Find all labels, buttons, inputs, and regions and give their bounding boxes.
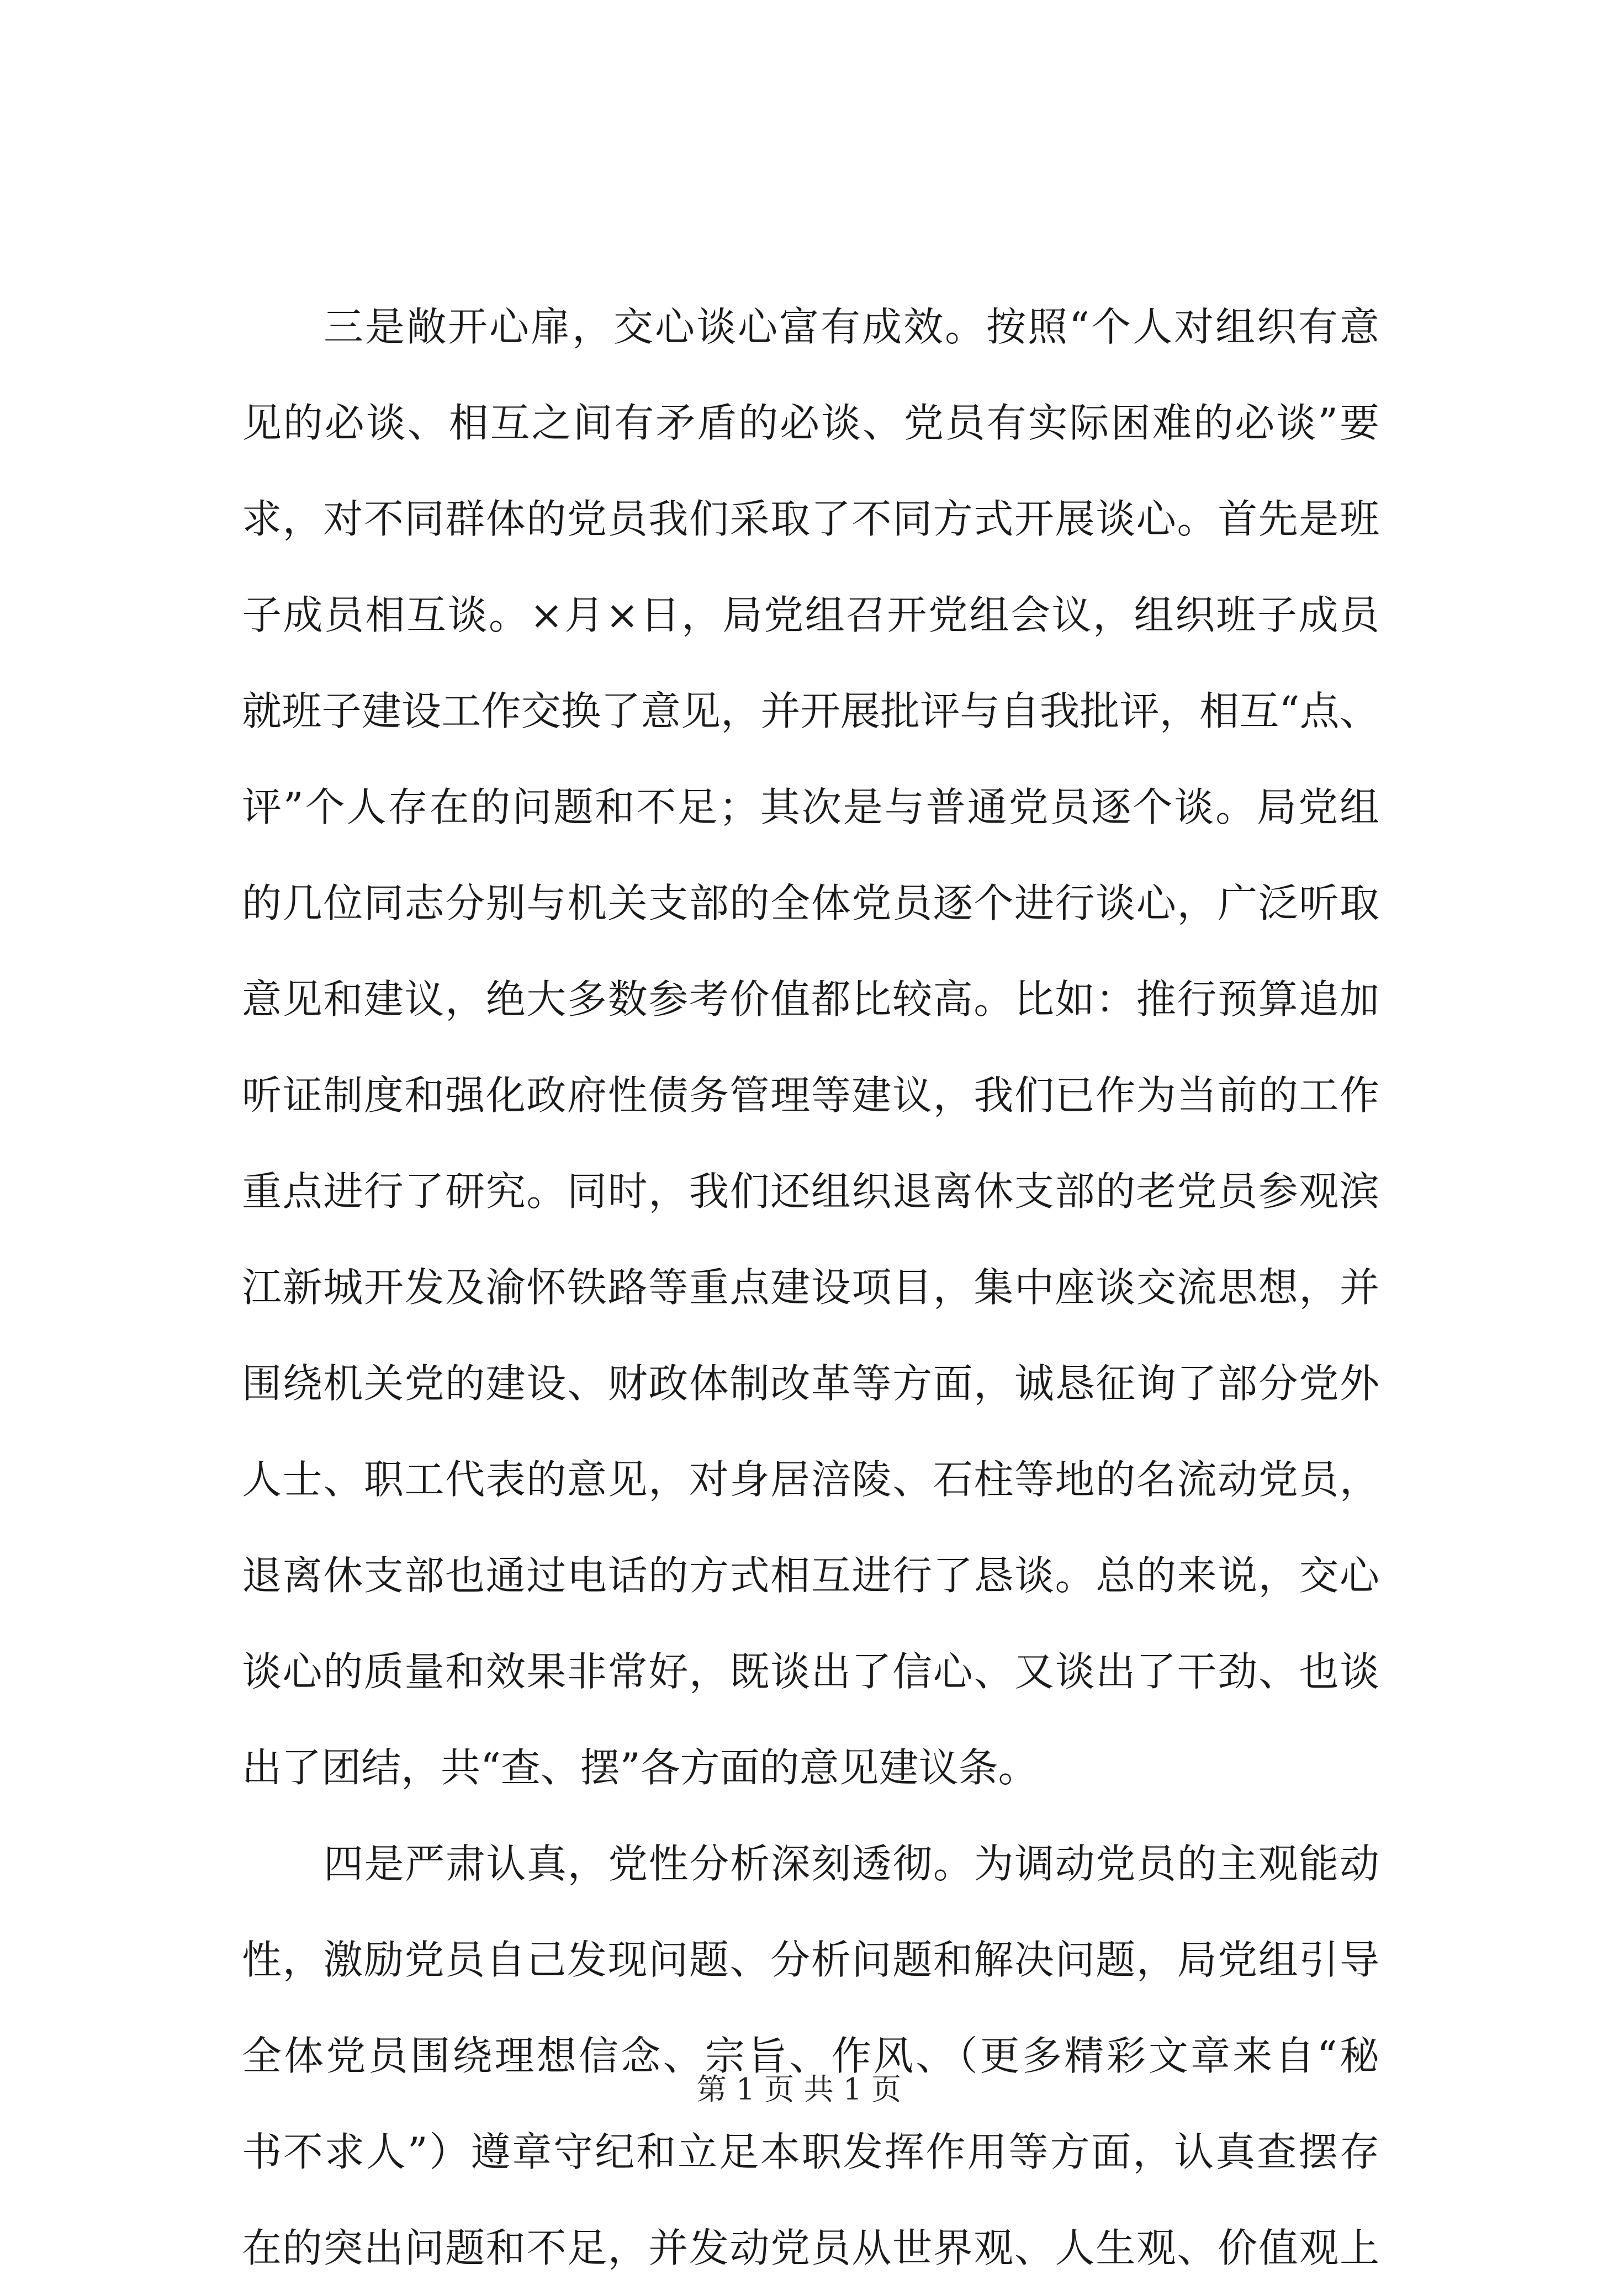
paragraph-line: 就班子建设工作交换了意见，并开展批评与自我批评，相互“点、 [242,688,1379,734]
paragraph-line: 退离休支部也通过电话的方式相互进行了恳谈。总的来说，交心 [242,1552,1379,1599]
paragraph-line: 三是敞开心扉，交心谈心富有成效。按照“个人对组织有意 [324,304,1379,350]
paragraph-line: 见的必谈、相互之间有矛盾的必谈、党员有实际困难的必谈”要 [242,400,1379,446]
paragraph-line: 书不求人”）遵章守纪和立足本职发挥作用等方面，认真查摆存 [242,2129,1379,2175]
paragraph-line: 重点进行了研究。同时，我们还组织退离休支部的老党员参观滨 [242,1168,1379,1215]
paragraph-line: 江新城开发及渝怀铁路等重点建设项目，集中座谈交流思想，并 [242,1264,1379,1311]
paragraph-line: 在的突出问题和不足，并发动党员从世界观、人生观、价值观上 [242,2225,1379,2271]
paragraph-line: 意见和建议，绝大多数参考价值都比较高。比如：推行预算追加 [242,976,1379,1022]
paragraph-line: 的几位同志分别与机关支部的全体党员逐个进行谈心，广泛听取 [242,880,1379,926]
page-footer [0,2067,1598,2112]
page-number: 第 1 页 共 1 页 [696,2072,902,2107]
paragraph-line: 子成员相互谈。×月×日，局党组召开党组会议，组织班子成员 [242,592,1379,638]
paragraph-line: 围绕机关党的建设、财政体制改革等方面，诚恳征询了部分党外 [242,1360,1379,1407]
paragraph-line: 人士、职工代表的意见，对身居涪陵、石柱等地的名流动党员， [242,1456,1379,1503]
paragraph-line: 四是严肃认真，党性分析深刻透彻。为调动党员的主观能动 [324,1841,1379,1887]
paragraph-line: 谈心的质量和效果非常好，既谈出了信心、又谈出了干劲、也谈 [242,1648,1379,1695]
paragraph-line: 听证制度和强化政府性债务管理等建议，我们已作为当前的工作 [242,1072,1379,1118]
paragraph-line: 求，对不同群体的党员我们采取了不同方式开展谈心。首先是班 [242,496,1379,542]
paragraph-line: 出了团结，共“查、摆”各方面的意见建议条。 [242,1744,1038,1791]
paragraph-line: 评”个人存在的问题和不足；其次是与普通党员逐个谈。局党组 [242,784,1379,830]
document-body [242,279,1379,2296]
paragraph-line: 全体党员围绕理想信念、宗旨、作风、（更多精彩文章来自“秘 [242,2033,1379,2079]
paragraph-line: 性，激励党员自己发现问题、分析问题和解决问题，局党组引导 [242,1937,1379,1983]
